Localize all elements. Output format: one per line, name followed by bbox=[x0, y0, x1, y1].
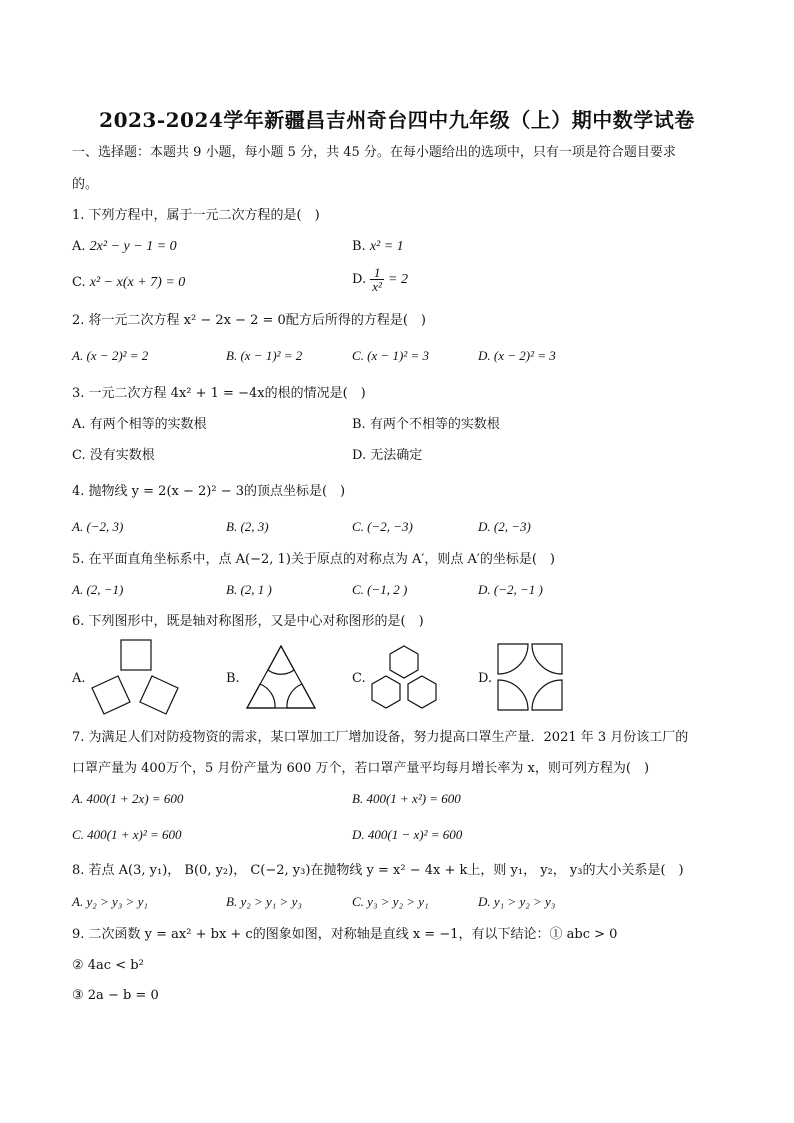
q6-figure-a-squares bbox=[88, 638, 182, 716]
triangle-outline bbox=[247, 646, 315, 708]
square-top bbox=[121, 640, 151, 670]
q1-option-d-denominator: x² bbox=[372, 279, 382, 294]
q4-stem: 4. 抛物线 y = 2(x − 2)² − 3的顶点坐标是( ) bbox=[72, 484, 346, 499]
q1-option-b-expr: x² = 1 bbox=[369, 239, 404, 254]
q1-option-d-numerator: 1 bbox=[370, 266, 384, 280]
q1-option-a-expr: 2x² − y − 1 = 0 bbox=[89, 239, 177, 254]
hexagon-right bbox=[408, 676, 436, 708]
section-heading-line1: 一、选择题：本题共 9 小题，每小题 5 分，共 45 分。在每小题给出的选项中，只有一项是符合题目要求 bbox=[72, 145, 676, 160]
q1-option-d-label: D. bbox=[352, 272, 367, 287]
q5-option-b: B. (2, 1 ) bbox=[226, 582, 272, 597]
q2-option-c: C. (x − 1)² = 3 bbox=[352, 348, 430, 363]
q7-option-c: C. 400(1 + x)² = 600 bbox=[72, 827, 182, 842]
q2-stem: 2. 将一元二次方程 x² − 2x − 2 = 0配方后所得的方程是( ) bbox=[72, 313, 426, 328]
square-right bbox=[140, 676, 178, 714]
q2-option-b: B. (x − 1)² = 2 bbox=[226, 348, 303, 363]
sector-left bbox=[247, 684, 275, 708]
hexagon-top bbox=[390, 646, 418, 678]
q8-option-d: D. y₁ > y₂ > y₃ bbox=[478, 894, 556, 909]
q3-stem: 3. 一元二次方程 4x² + 1 = −4x的根的情况是( ) bbox=[72, 386, 366, 401]
q5-stem: 5. 在平面直角坐标系中，点 A(−2, 1)关于原点的对称点为 A′，则点 A′的坐标是( ) bbox=[72, 552, 555, 567]
q3-option-d: D. 无法确定 bbox=[352, 448, 423, 463]
q1-option-c-expr: x² − x(x + 7) = 0 bbox=[89, 275, 186, 290]
q2-option-a: A. (x − 2)² = 2 bbox=[72, 348, 149, 363]
sector-top bbox=[268, 646, 294, 674]
q2-option-d: D. (x − 2)² = 3 bbox=[478, 348, 556, 363]
q3-option-c: C. 没有实数根 bbox=[72, 448, 155, 463]
q1-option-a bbox=[72, 238, 177, 256]
q8-option-a: A. y₂ > y₃ > y₁ bbox=[72, 894, 148, 909]
q7-option-b: B. 400(1 + x²) = 600 bbox=[352, 791, 461, 806]
q6-figure-b-triangle bbox=[244, 643, 318, 711]
q6-option-d-label: D. bbox=[478, 671, 493, 686]
q6-stem: 6. 下列图形中，既是轴对称图形，又是中心对称图形的是( ) bbox=[72, 614, 424, 629]
q6-figure-d-quarter-circles bbox=[496, 642, 564, 712]
quarter-top-right bbox=[532, 644, 562, 674]
q1-option-d-fraction bbox=[370, 266, 384, 293]
hexagon-left bbox=[372, 676, 400, 708]
q3-option-a: A. 有两个相等的实数根 bbox=[72, 417, 207, 432]
q6-option-a-label: A. bbox=[72, 671, 86, 686]
q1-option-c-label: C. bbox=[72, 275, 86, 290]
q5-option-c: C. (−1, 2 ) bbox=[352, 582, 408, 597]
q5-option-a: A. (2, −1) bbox=[72, 582, 124, 597]
section-heading-line2: 的。 bbox=[72, 177, 99, 192]
q9-stem: 9. 二次函数 y = ax² + bx + c的图象如图，对称轴是直线 x = −1，有以下结论：① abc > 0 bbox=[72, 927, 618, 942]
q9-conclusion-2: ② 4ac < b² bbox=[72, 958, 144, 973]
q3-option-b: B. 有两个不相等的实数根 bbox=[352, 417, 500, 432]
q4-option-c: C. (−2, −3) bbox=[352, 519, 413, 534]
q4-option-b: B. (2, 3) bbox=[226, 519, 269, 534]
q1-stem: 1. 下列方程中，属于一元二次方程的是( ) bbox=[72, 208, 320, 223]
q1-option-c bbox=[72, 274, 185, 292]
q4-option-a: A. (−2, 3) bbox=[72, 519, 124, 534]
q8-option-c: C. y₃ > y₂ > y₁ bbox=[352, 894, 429, 909]
q5-option-d: D. (−2, −1 ) bbox=[478, 582, 543, 597]
q1-option-b bbox=[352, 238, 404, 256]
q4-option-d: D. (2, −3) bbox=[478, 519, 531, 534]
q1-option-b-label: B. bbox=[352, 239, 366, 254]
sector-right bbox=[287, 684, 315, 708]
quarter-bottom-left bbox=[498, 680, 528, 710]
q6-option-c-label: C. bbox=[352, 671, 366, 686]
q8-option-b: B. y₂ > y₁ > y₃ bbox=[226, 894, 302, 909]
q7-stem-line2: 口罩产量为 400万个，5 月份产量为 600 万个，若口罩产量平均每月增长率为 x，则可列方程为( ) bbox=[72, 761, 650, 776]
q1-option-d bbox=[352, 266, 408, 293]
q7-option-d: D. 400(1 − x)² = 600 bbox=[352, 827, 463, 842]
q6-option-b-label: B. bbox=[226, 671, 240, 686]
q7-stem-line1: 7. 为满足人们对防疫物资的需求，某口罩加工厂增加设备，努力提高口罩生产量．2021 年 3 月份该工厂的 bbox=[72, 730, 689, 745]
quarter-top-left bbox=[498, 644, 528, 674]
q9-conclusion-3: ③ 2a − b = 0 bbox=[72, 988, 159, 1003]
q1-option-d-rest: = 2 bbox=[388, 272, 408, 287]
quarter-bottom-right bbox=[532, 680, 562, 710]
q1-option-a-label: A. bbox=[72, 239, 86, 254]
q6-figure-c-hexagons bbox=[368, 644, 440, 710]
page-title: 2023-2024学年新疆昌吉州奇台四中九年级（上）期中数学试卷 bbox=[99, 108, 695, 132]
square-left bbox=[92, 676, 130, 714]
q7-option-a: A. 400(1 + 2x) = 600 bbox=[72, 791, 184, 806]
q8-stem: 8. 若点 A(3, y₁)， B(0, y₂)， C(−2, y₃)在抛物线 y = x² − 4x + k上，则 y₁， y₂， y₃的大小关系是( ) bbox=[72, 863, 684, 878]
